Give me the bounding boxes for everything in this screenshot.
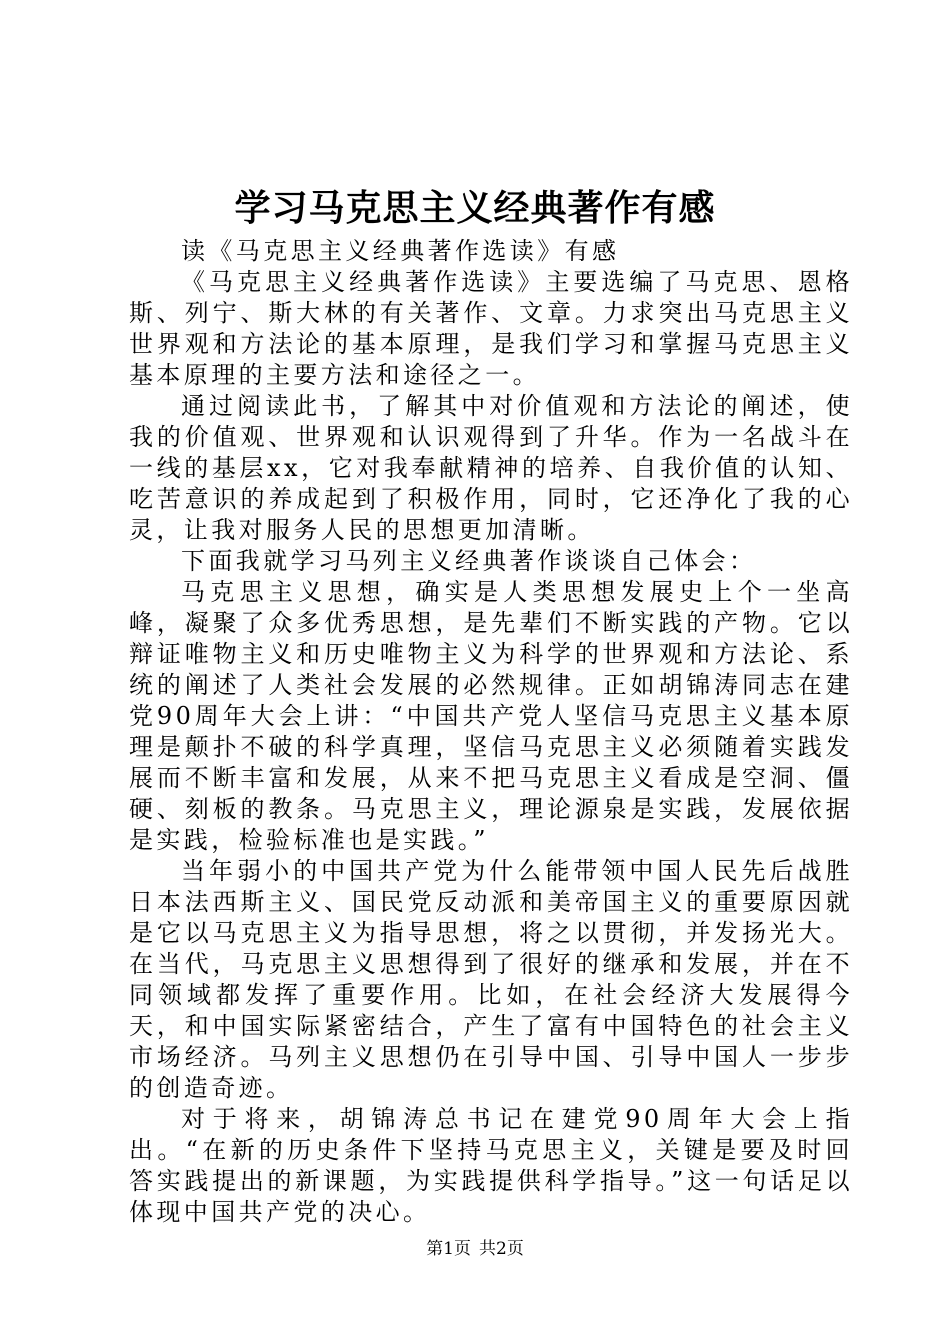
paragraph: 《马克思主义经典著作选读》主要选编了马克思、恩格斯、列宁、斯大林的有关著作、文章。力求突出马克思主义世界观和方法论的基本原理，是我们学习和掌握马克思主义基本原理的主要方法和途径之一。 <box>129 268 853 389</box>
paragraph: 马克思主义思想，确实是人类思想发展史上个一坐高峰，凝聚了众多优秀思想，是先辈们不断实践的产物。它以辩证唯物主义和历史唯物主义为科学的世界观和方法论、系统的阐述了人类社会发展的必然规律。正如胡锦涛同志在建党90周年大会上讲：“中国共产党人坚信马克思主义基本原理是颠扑不破的科学真理，坚信马克思主义必须随着实践发展而不断丰富和发展，从来不把马克思主义看成是空洞、僵硬、刻板的教条。马克思主义，理论源泉是实践，发展依据是实践，检验标准也是实践。” <box>129 578 853 854</box>
paragraph: 当年弱小的中国共产党为什么能带领中国人民先后战胜日本法西斯主义、国民党反动派和美帝国主义的重要原因就是它以马克思主义为指导思想，将之以贯彻，并发扬光大。在当代，马克思主义思想得到了很好的继承和发展，并在不同领域都发挥了重要作用。比如，在社会经济大发展得今天，和中国实际紧密结合，产生了富有中国特色的社会主义市场经济。马列主义思想仍在引导中国、引导中国人一步步的创造奇迹。 <box>129 857 853 1102</box>
page-footer <box>0 1238 950 1260</box>
paragraph: 通过阅读此书，了解其中对价值观和方法论的阐述，使我的价值观、世界观和认识观得到了升华。作为一名战斗在一线的基层xx，它对我奉献精神的培养、自我价值的认知、吃苦意识的养成起到了积极作用，同时，它还净化了我的心灵，让我对服务人民的思想更加清晰。 <box>129 392 853 544</box>
page-number: 第1页 <box>426 1239 471 1259</box>
paragraph-subtitle: 读《马克思主义经典著作选读》有感 <box>181 237 620 265</box>
page-total: 共2页 <box>479 1239 524 1259</box>
document-title: 学习马克思主义经典著作有感 <box>234 187 716 229</box>
document-body <box>129 236 853 1228</box>
paragraph: 下面我就学习马列主义经典著作谈谈自己体会： <box>181 547 757 575</box>
paragraph: 对于将来，胡锦涛总书记在建党90周年大会上指出。“在新的历史条件下坚持马克思主义，关键是要及时回答实践提出的新课题，为实践提供科学指导。”这一句话足以体现中国共产党的决心。 <box>129 1105 853 1226</box>
